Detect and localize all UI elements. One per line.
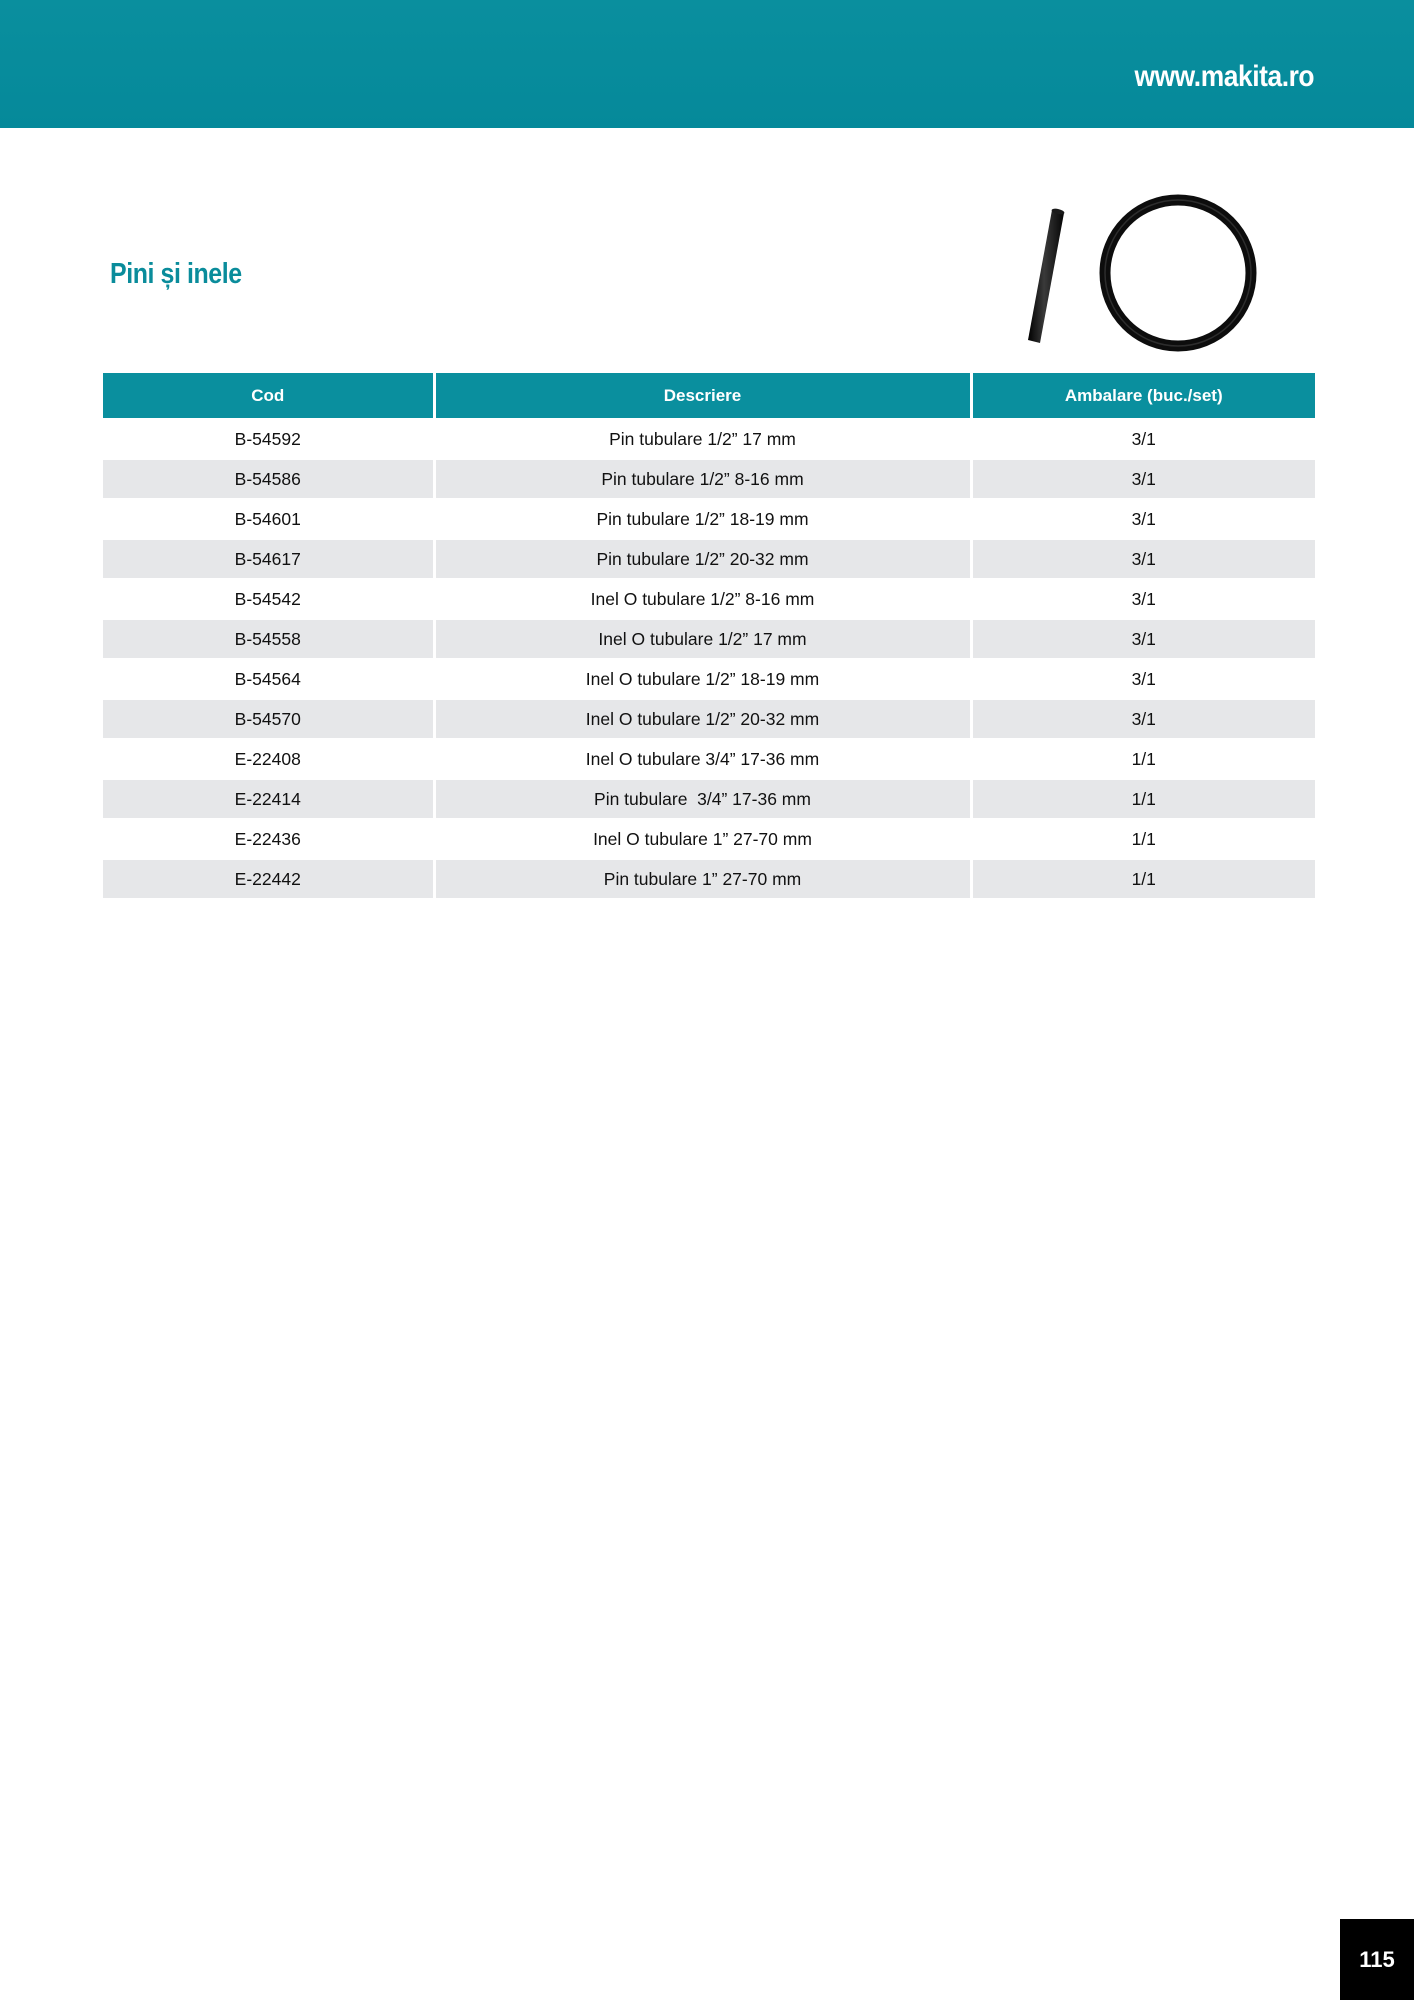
product-illustration [1010,186,1272,358]
cell-description: Pin tubulare 1/2” 17 mm [434,419,971,459]
cell-packaging: 1/1 [971,779,1315,819]
cell-code: B-54558 [103,619,434,659]
table-row [103,819,1315,859]
header-bar [0,0,1414,128]
cell-description: Inel O tubulare 1/2” 20-32 mm [434,699,971,739]
table-row [103,459,1315,499]
cell-packaging: 1/1 [971,819,1315,859]
cell-packaging: 3/1 [971,419,1315,459]
column-header-description: Descriere [434,373,971,419]
table-row [103,619,1315,659]
cell-description: Inel O tubulare 3/4” 17-36 mm [434,739,971,779]
table-row [103,659,1315,699]
table-row [103,779,1315,819]
cell-description: Pin tubulare 3/4” 17-36 mm [434,779,971,819]
table-header-row [103,373,1315,419]
cell-code: B-54592 [103,419,434,459]
site-url[interactable]: www.makita.ro [1134,60,1314,93]
cell-code: E-22436 [103,819,434,859]
table-row [103,579,1315,619]
column-header-code: Cod [103,373,434,419]
cell-packaging: 3/1 [971,619,1315,659]
table-row [103,739,1315,779]
cell-packaging: 3/1 [971,459,1315,499]
cell-description: Inel O tubulare 1/2” 17 mm [434,619,971,659]
cell-description: Pin tubulare 1/2” 18-19 mm [434,499,971,539]
cell-packaging: 3/1 [971,579,1315,619]
section-title: Pini și inele [110,258,242,290]
cell-code: E-22442 [103,859,434,898]
cell-description: Pin tubulare 1” 27-70 mm [434,859,971,898]
cell-description: Inel O tubulare 1/2” 8-16 mm [434,579,971,619]
cell-code: B-54570 [103,699,434,739]
page-number: 115 [1359,1946,1395,1972]
cell-packaging: 1/1 [971,859,1315,898]
table-row [103,699,1315,739]
cell-code: B-54586 [103,459,434,499]
cell-description: Inel O tubulare 1” 27-70 mm [434,819,971,859]
cell-code: E-22414 [103,779,434,819]
cell-packaging: 3/1 [971,699,1315,739]
table-row [103,539,1315,579]
cell-code: B-54601 [103,499,434,539]
cell-code: B-54542 [103,579,434,619]
page-number-box [1340,1919,1414,2000]
cell-packaging: 1/1 [971,739,1315,779]
product-table [103,373,1315,898]
cell-packaging: 3/1 [971,659,1315,699]
cell-code: E-22408 [103,739,434,779]
cell-description: Pin tubulare 1/2” 8-16 mm [434,459,971,499]
cell-packaging: 3/1 [971,499,1315,539]
table-row [103,499,1315,539]
cell-description: Pin tubulare 1/2” 20-32 mm [434,539,971,579]
cell-code: B-54617 [103,539,434,579]
cell-packaging: 3/1 [971,539,1315,579]
cell-description: Inel O tubulare 1/2” 18-19 mm [434,659,971,699]
column-header-packaging: Ambalare (buc./set) [971,373,1315,419]
table-row [103,859,1315,898]
table-row [103,419,1315,459]
o-ring-icon [1105,200,1251,346]
pin-icon [1028,208,1065,343]
cell-code: B-54564 [103,659,434,699]
